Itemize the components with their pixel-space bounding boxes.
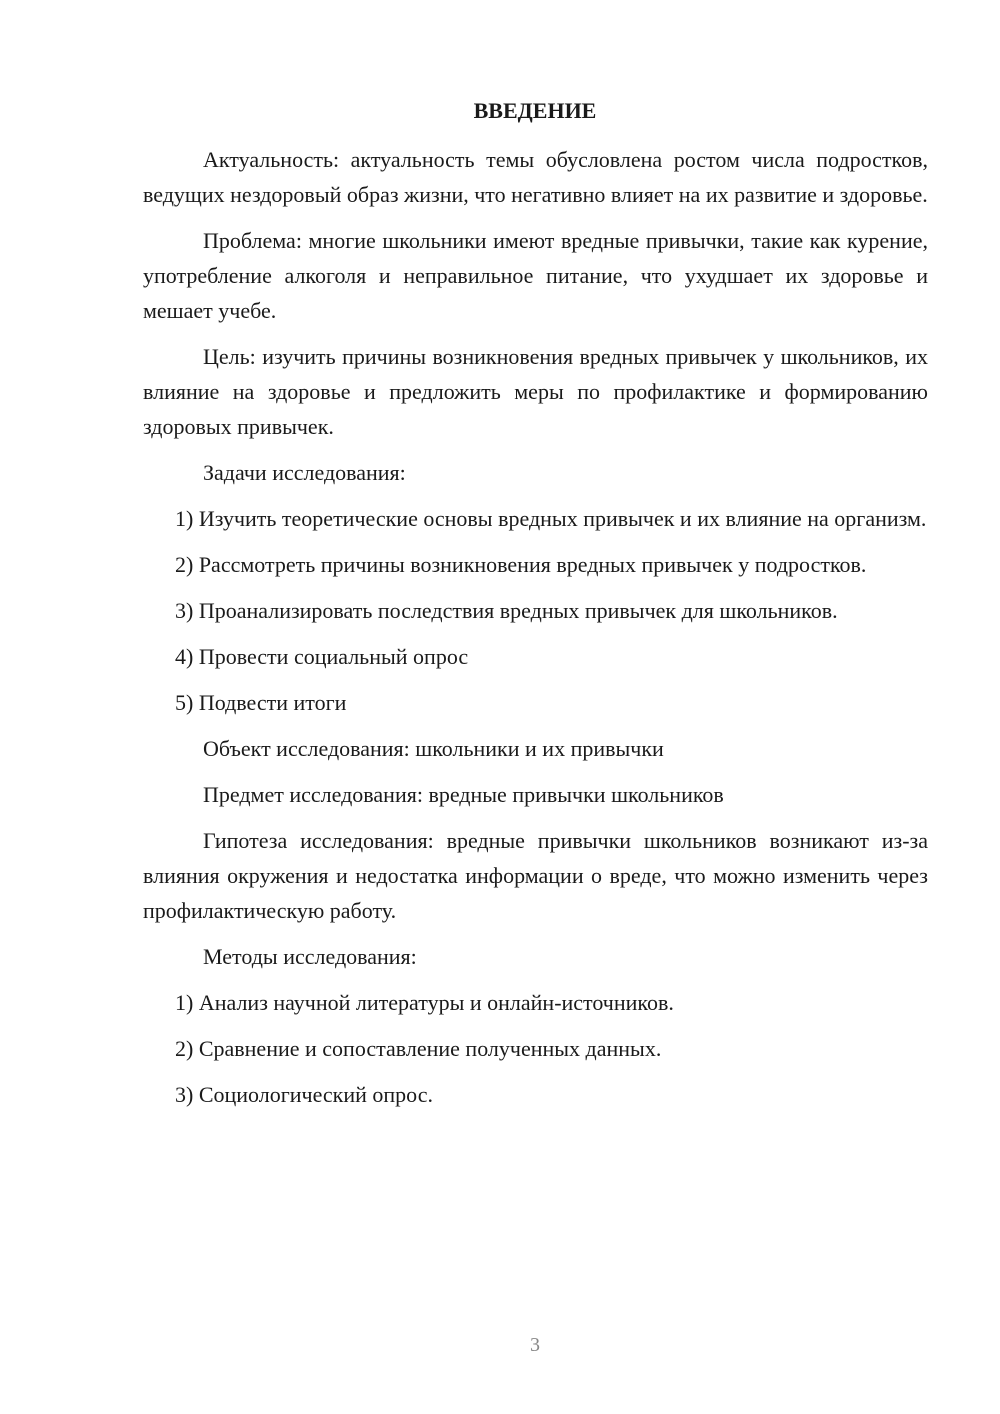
goal-paragraph: Цель: изучить причины возникновения вредных привычек у школьников, их влияние на здоровье и предложить меры по профилактике и формированию здоровых привычек. bbox=[143, 344, 928, 439]
method-item: 3) Социологический опрос. bbox=[175, 1082, 433, 1107]
method-item: 2) Сравнение и сопоставление полученных данных. bbox=[175, 1036, 662, 1061]
task-item: 1) Изучить теоретические основы вредных привычек и их влияние на организм. bbox=[175, 506, 927, 531]
object-paragraph: Объект исследования: школьники и их привычки bbox=[203, 736, 664, 761]
tasks-heading: Задачи исследования: bbox=[203, 460, 406, 485]
method-item: 1) Анализ научной литературы и онлайн-источников. bbox=[175, 990, 674, 1015]
relevance-paragraph: Актуальность: актуальность темы обусловлена ростом числа подростков, ведущих нездоровый образ жизни, что негативно влияет на их развитие и здоровье. bbox=[143, 147, 928, 207]
hypothesis-paragraph: Гипотеза исследования: вредные привычки школьников возникают из-за влияния окружения и недостатка информации о вреде, что можно изменить через профилактическую работу. bbox=[143, 828, 928, 923]
task-item: 2) Рассмотреть причины возникновения вредных привычек у подростков. bbox=[175, 552, 867, 577]
page-number: 3 bbox=[530, 1334, 540, 1356]
page-title: ВВЕДЕНИЕ bbox=[473, 98, 597, 123]
problem-paragraph: Проблема: многие школьники имеют вредные привычки, такие как курение, употребление алкоголя и неправильное питание, что ухудшает их здоровье и мешает учебе. bbox=[143, 228, 928, 323]
task-item: 5) Подвести итоги bbox=[175, 690, 347, 715]
task-item: 3) Проанализировать последствия вредных привычек для школьников. bbox=[175, 598, 838, 623]
page-body bbox=[143, 142, 928, 1123]
task-item: 4) Провести социальный опрос bbox=[175, 644, 469, 669]
subject-paragraph: Предмет исследования: вредные привычки школьников bbox=[203, 782, 724, 807]
methods-heading: Методы исследования: bbox=[203, 944, 417, 969]
